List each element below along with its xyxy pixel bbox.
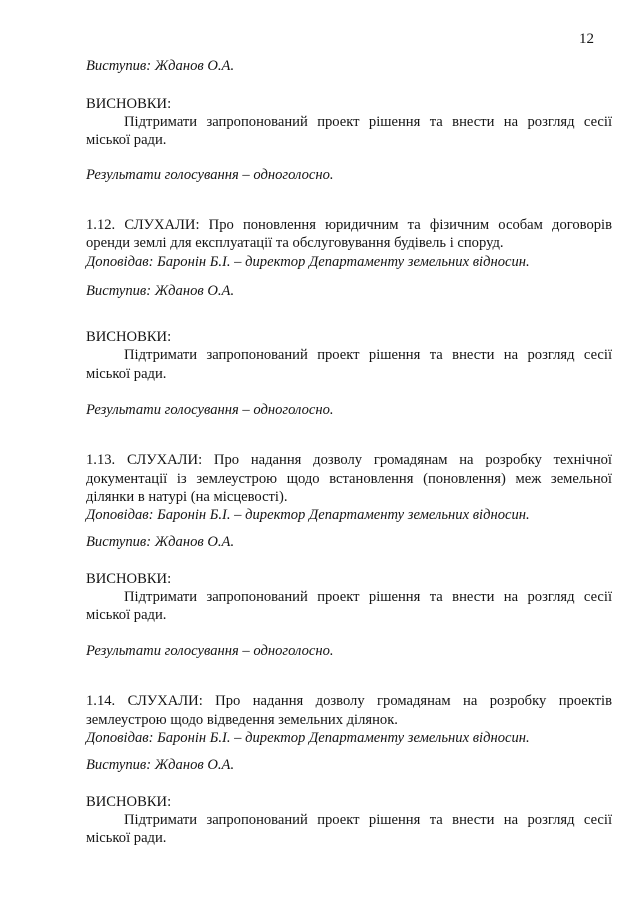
heard-item: землеустрою щодо відведення земельних ділянок. [86,712,398,728]
heard-item: 1.12. СЛУХАЛИ: Про поновлення юридичним та фізичним особам договорів [86,217,612,233]
conclusion-text: міської ради. [86,132,167,148]
page-number: 12 [579,31,594,47]
conclusion-text: Підтримати запропонований проект рішення та внести на розгляд сесії [124,347,612,363]
conclusions-heading: ВИСНОВКИ: [86,794,172,810]
conclusion-text: Підтримати запропонований проект рішення та внести на розгляд сесії [124,812,612,828]
speaker-line: Виступив: Жданов О.А. [86,757,235,773]
conclusions-heading: ВИСНОВКИ: [86,96,172,112]
vote-result: Результати голосування – одноголосно. [86,402,334,418]
reporter-line: Доповідав: Баронін Б.І. – директор Департаменту земельних відносин. [86,507,530,523]
heard-item: 1.14. СЛУХАЛИ: Про надання дозволу громадянам на розробку проектів [86,693,612,709]
conclusion-text: міської ради. [86,830,167,846]
heard-item: документації із землеустрою щодо встановлення (поновлення) меж земельної [86,471,612,487]
conclusions-heading: ВИСНОВКИ: [86,329,172,345]
speaker-line: Виступив: Жданов О.А. [86,58,235,74]
conclusion-text: міської ради. [86,366,167,382]
conclusion-text: Підтримати запропонований проект рішення та внести на розгляд сесії [124,589,612,605]
conclusion-text: міської ради. [86,607,167,623]
conclusion-text: Підтримати запропонований проект рішення та внести на розгляд сесії [124,114,612,130]
speaker-line: Виступив: Жданов О.А. [86,283,235,299]
heard-item: ділянки в натурі (на місцевості). [86,489,288,505]
vote-result: Результати голосування – одноголосно. [86,643,334,659]
conclusions-heading: ВИСНОВКИ: [86,571,172,587]
heard-item: оренди землі для експлуатації та обслуговування будівель і споруд. [86,235,504,251]
vote-result: Результати голосування – одноголосно. [86,167,334,183]
reporter-line: Доповідав: Баронін Б.І. – директор Департаменту земельних відносин. [86,730,530,746]
speaker-line: Виступив: Жданов О.А. [86,534,235,550]
heard-item: 1.13. СЛУХАЛИ: Про надання дозволу громадянам на розробку технічної [86,452,612,468]
reporter-line: Доповідав: Баронін Б.І. – директор Департаменту земельних відносин. [86,254,530,270]
